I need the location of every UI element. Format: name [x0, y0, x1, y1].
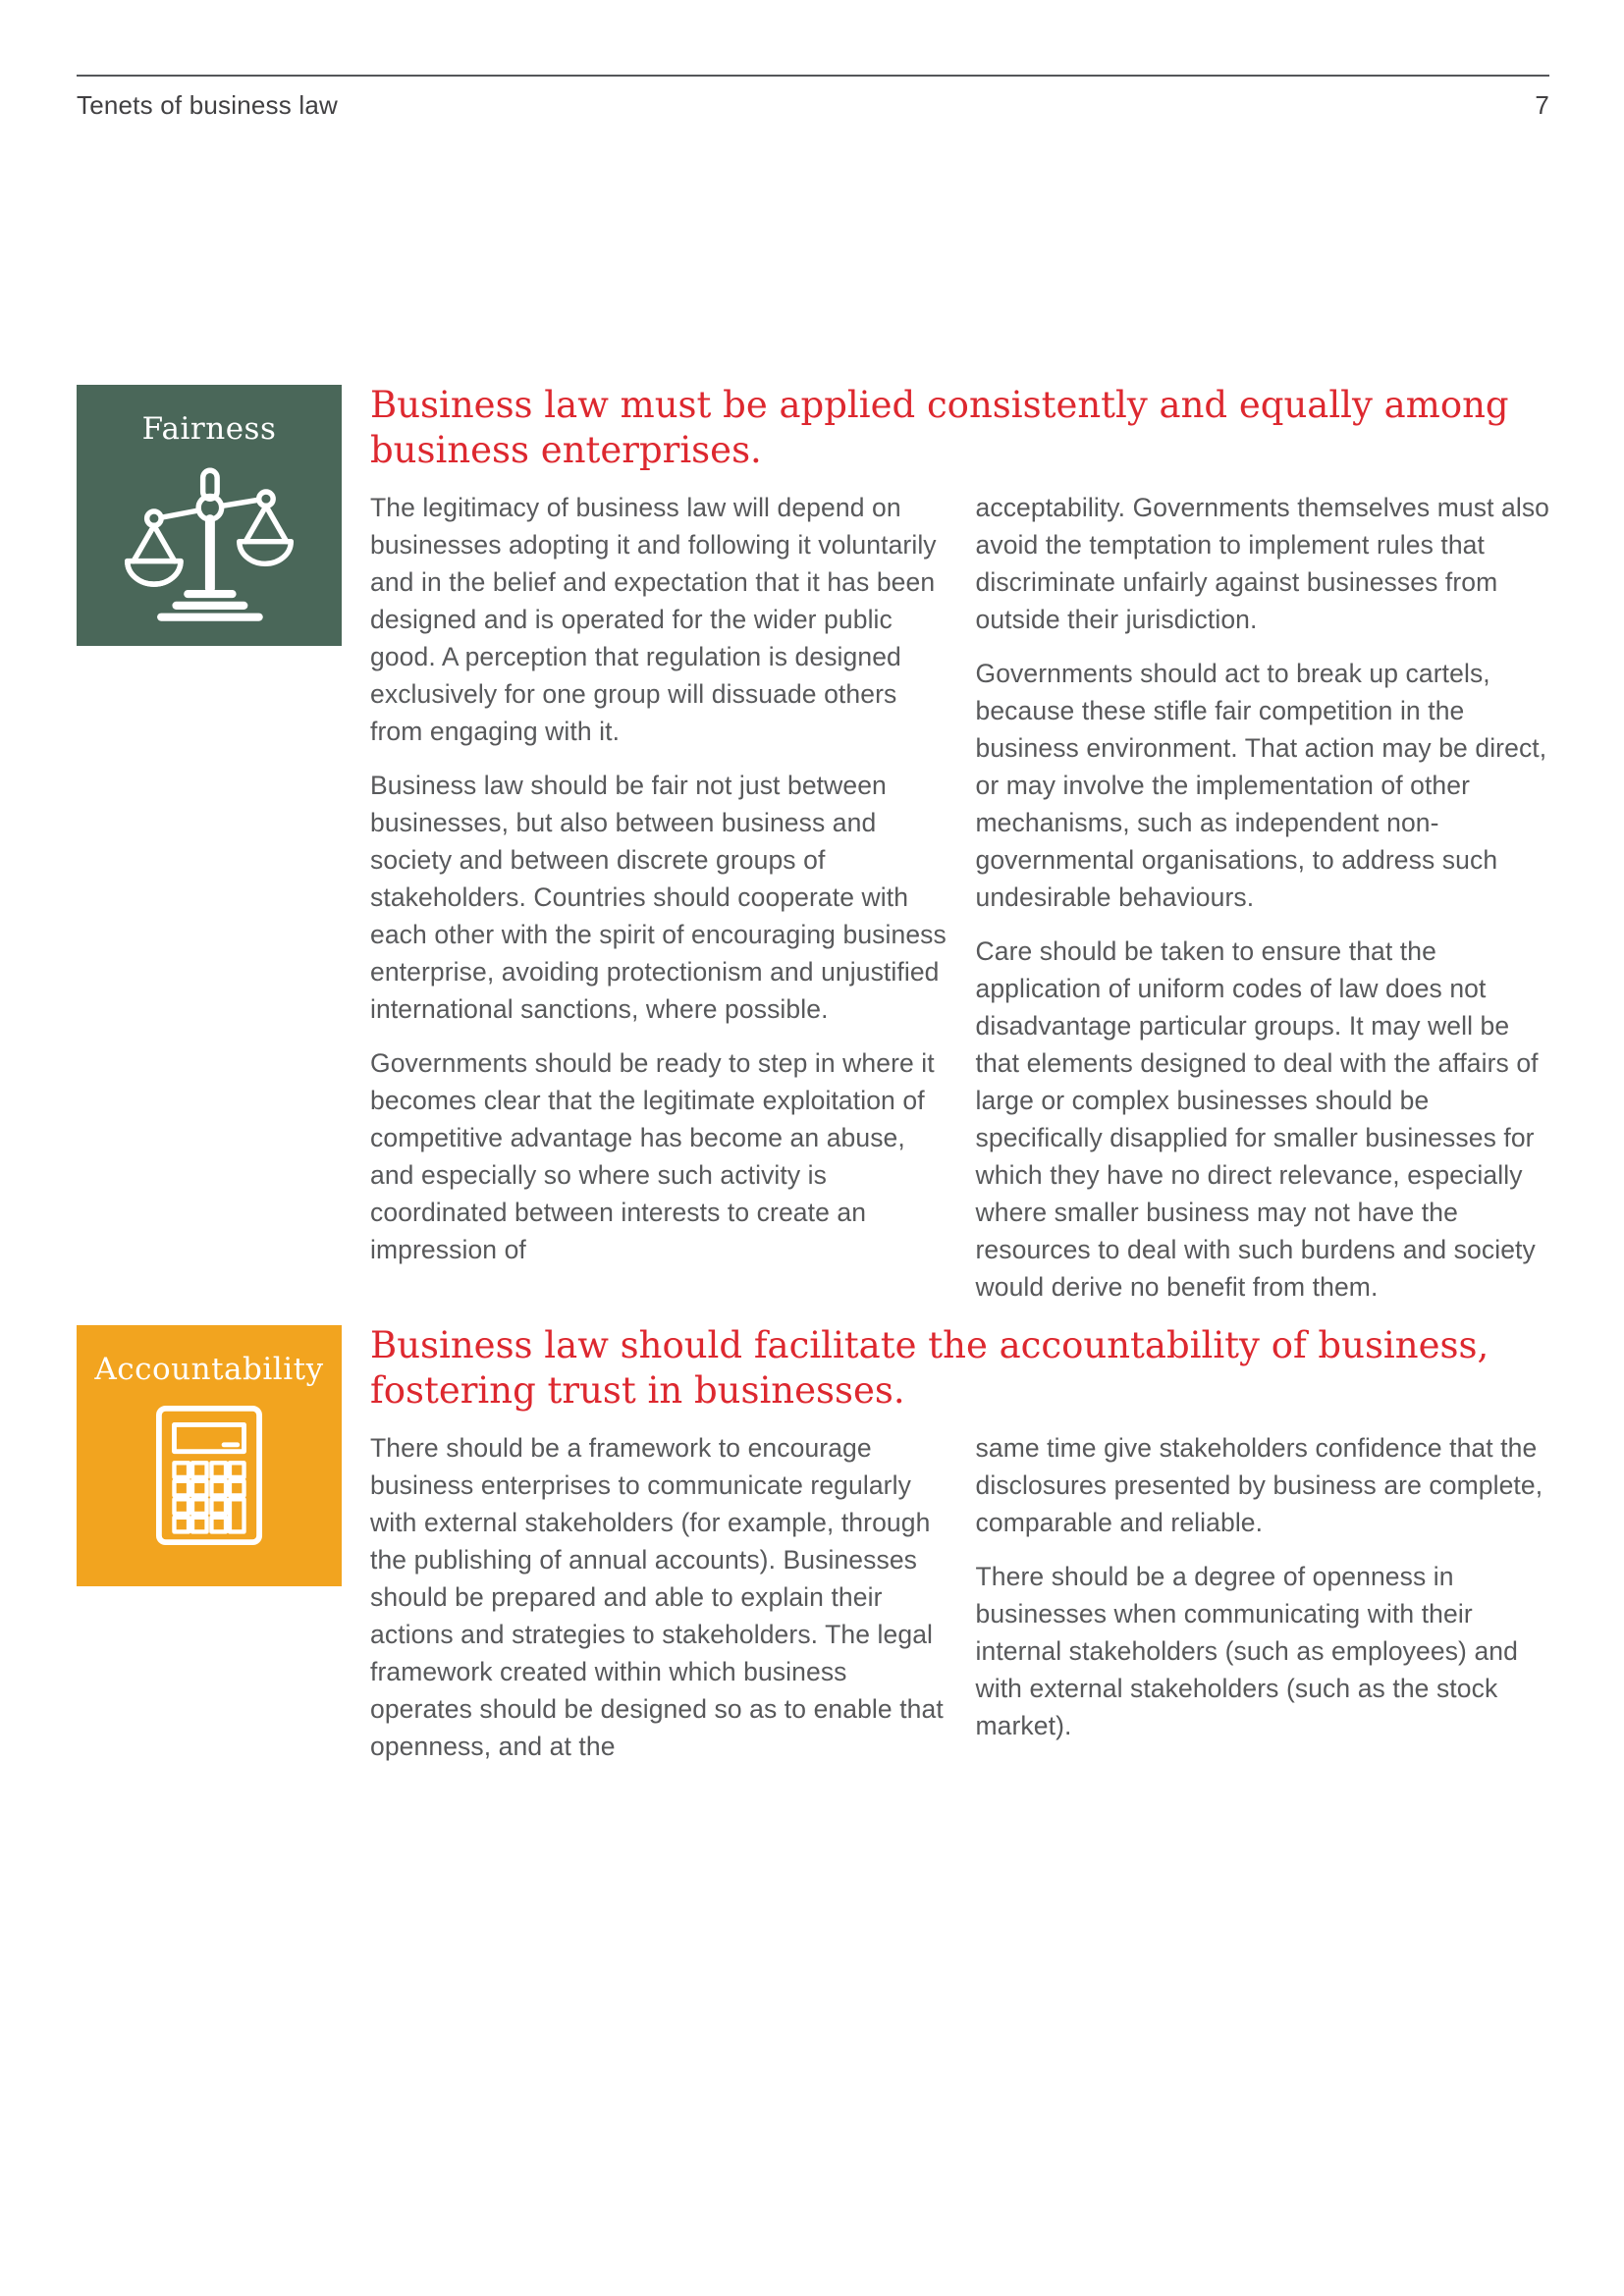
running-header-title: Tenets of business law — [77, 90, 338, 120]
accountability-tile — [77, 1325, 342, 1586]
accountability-content — [370, 1323, 1553, 1765]
fairness-content — [370, 383, 1553, 1306]
body-paragraph: same time give stakeholders confidence that the disclosures presented by business are complete, comparable and reliable. — [975, 1433, 1543, 1537]
fairness-column-1 — [370, 489, 948, 1306]
section-fairness — [77, 383, 1549, 1306]
accountability-column-1 — [370, 1429, 948, 1765]
page-number: 7 — [1535, 90, 1549, 120]
header-rule — [77, 75, 1549, 77]
body-paragraph: Governments should act to break up cartels, because these stifle fair competition in the business environment. That action may be direct, or may involve the implementation of other mechanisms, such as independent non-governmental organisations, to address such undesirable behaviours. — [975, 659, 1547, 912]
fairness-tile-label: Fairness — [141, 411, 277, 447]
body-paragraph: There should be a framework to encourage business enterprises to communicate regularly with external stakeholders (for example, through the publishing of annual accounts). Businesses should be prepared and able to explain their actions and strategies to stakeholders. The legal framework created within which business operates should be designed so as to enable that openness, and at the — [370, 1433, 944, 1761]
calculator-icon — [154, 1404, 264, 1547]
scales-icon — [125, 463, 294, 623]
fairness-heading: Business law must be applied consistently and equally among business enterprises. — [370, 384, 1509, 471]
body-paragraph: There should be a degree of openness in businesses when communicating with their internal stakeholders (such as employees) and with external stakeholders (such as the stock market). — [975, 1562, 1518, 1740]
running-header — [77, 90, 1549, 121]
body-paragraph: Business law should be fair not just between businesses, but also between business and society and between discrete groups of stakeholders. Countries should cooperate with each other with the spirit of encouraging business enterprise, avoiding protectionism and unjustified international sanctions, where possible. — [370, 771, 947, 1024]
body-paragraph: The legitimacy of business law will depend on businesses adopting it and following it voluntarily and in the belief and expectation that it has been designed and is operated for the wider public good. A perception that regulation is designed exclusively for one group will dissuade others from engaging with it. — [370, 493, 937, 746]
accountability-heading: Business law should facilitate the accountability of business, fostering trust in businesses. — [370, 1324, 1489, 1412]
body-paragraph: acceptability. Governments themselves must also avoid the temptation to implement rules that discriminate unfairly against businesses from outside their jurisdiction. — [975, 493, 1550, 634]
body-paragraph: Governments should be ready to step in where it becomes clear that the legitimate exploitation of competitive advantage has become an abuse, and especially so where such activity is coordinated between interests to create an impression of — [370, 1048, 935, 1264]
fairness-tile — [77, 385, 342, 646]
accountability-tile-label: Accountability — [94, 1352, 324, 1387]
fairness-columns — [370, 489, 1553, 1306]
accountability-columns — [370, 1429, 1553, 1765]
body-paragraph: Care should be taken to ensure that the application of uniform codes of law does not disadvantage particular groups. It may well be that elements designed to deal with the affairs of large or complex businesses should be specifically disapplied for smaller businesses for which they have no direct relevance, especially where smaller business may not have the resources to deal with such burdens and society would derive no benefit from them. — [975, 936, 1539, 1302]
section-accountability — [77, 1323, 1549, 1765]
accountability-column-2 — [976, 1429, 1554, 1765]
fairness-column-2 — [976, 489, 1554, 1306]
